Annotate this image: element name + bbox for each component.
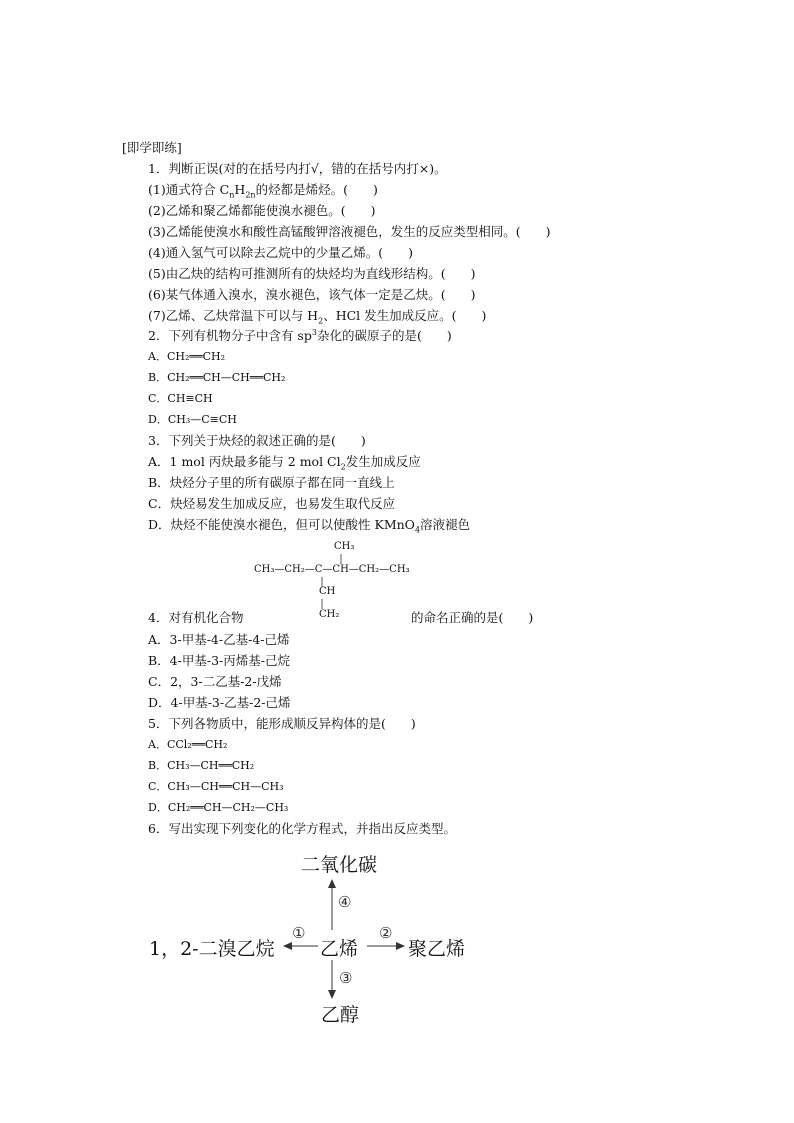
diagram-bottom-node: 乙醇 [321,1004,360,1026]
label-1: ① [292,924,306,942]
q5-option-d: D．CH₂══CH—CH₂—CH₃ [148,801,289,814]
q4-option-c: C．2，3-二乙基-2-戊烯 [148,674,282,689]
q1-item-3: (3)乙烯能使溴水和酸性高锰酸钾溶液褪色，发生的反应类型相同。( ) [148,224,551,239]
q5-option-c: C．CH₃—CH══CH—CH₃ [148,780,284,793]
diagram-top-node: 二氧化碳 [301,854,378,876]
label-4: ④ [338,893,352,911]
q4-option-a: A．3-甲基-4-乙基-4-己烯 [148,632,290,647]
q4-struct-bottom: CH₂ [319,609,340,620]
label-3: ③ [339,969,353,987]
q4-struct-chain: CH₃—CH₂—C—CH—CH₂—CH₃ [254,564,410,575]
q3-stem: 3．下列关于炔烃的叙述正确的是( ) [148,433,366,448]
q2-option-c: C．CH≡CH [148,392,213,405]
q5-stem: 5．下列各物质中，能形成顺反异构体的是( ) [148,716,416,731]
q2-stem: 2．下列有机物分子中含有 $sp^3$杂化的碳原子的是( ) [148,327,452,343]
q4-option-b: B．4-甲基-3-丙烯基-己烷 [148,653,290,668]
q2-option-b: B．CH₂══CH—CH══CH₂ [148,371,286,384]
q1-item-1: (1)通式符合 $C_nH_{2n}$的烃都是烯烃。( ) [148,182,378,200]
arrow-right-head [396,942,405,950]
q1-item-6: (6)某气体通入溴水，溴水褪色，该气体一定是乙炔。( ) [148,287,476,302]
diagram-center-node: 乙烯 [320,938,359,960]
label-2: ② [379,924,393,942]
diagram-left-node: 1，2-二溴乙烷 [149,938,275,960]
q4-struct-mid: CH [319,586,336,597]
q4-struct-top: CH₃ [334,541,355,552]
q3-option-a: A．1 mol 丙炔最多能与 2 mol $Cl_2$发生加成反应 [148,454,421,472]
arrow-down-head [328,990,336,999]
q5-option-b: B．CH₃—CH══CH₂ [148,759,255,772]
q4-option-d: D．4-甲基-3-乙基-2-己烯 [148,695,291,710]
q3-option-c: C．炔烃易发生加成反应，也易发生取代反应 [148,496,396,511]
q4-stem-post: 的命名正确的是( ) [411,610,534,625]
q1-stem: 1．判断正误(对的在括号内打√，错的在括号内打×)。 [148,161,447,176]
q2-option-a: A．CH₂══CH₂ [148,350,226,363]
q6-stem: 6．写出实现下列变化的化学方程式，并指出反应类型。 [148,821,456,836]
arrow-up-head [328,879,336,888]
q1-item-2: (2)乙烯和聚乙烯都能使溴水褪色。( ) [148,203,376,218]
q3-option-d: D．炔烃不能使溴水褪色，但可以使酸性 KMnO$_4$溶液褪色 [148,517,471,535]
q1-item-5: (5)由乙炔的结构可推测所有的炔烃均为直线形结构。( ) [148,266,476,281]
q2-option-d: D．CH₃—C≡CH [148,413,237,426]
arrow-left-head [283,942,292,950]
q5-option-a: A．CCl₂══CH₂ [148,738,228,751]
q1-item-4: (4)通入氢气可以除去乙烷中的少量乙烯。( ) [148,245,413,260]
q3-option-b: B．炔烃分子里的所有碳原子都在同一直线上 [148,475,395,490]
q1-item-7: (7)乙烯、乙炔常温下可以与 $H_2$、HCl 发生加成反应。( ) [148,308,487,326]
section-title: [即学即练] [122,140,182,155]
diagram-right-node: 聚乙烯 [408,938,466,960]
q4-stem-pre: 4．对有机化合物 [148,610,244,625]
